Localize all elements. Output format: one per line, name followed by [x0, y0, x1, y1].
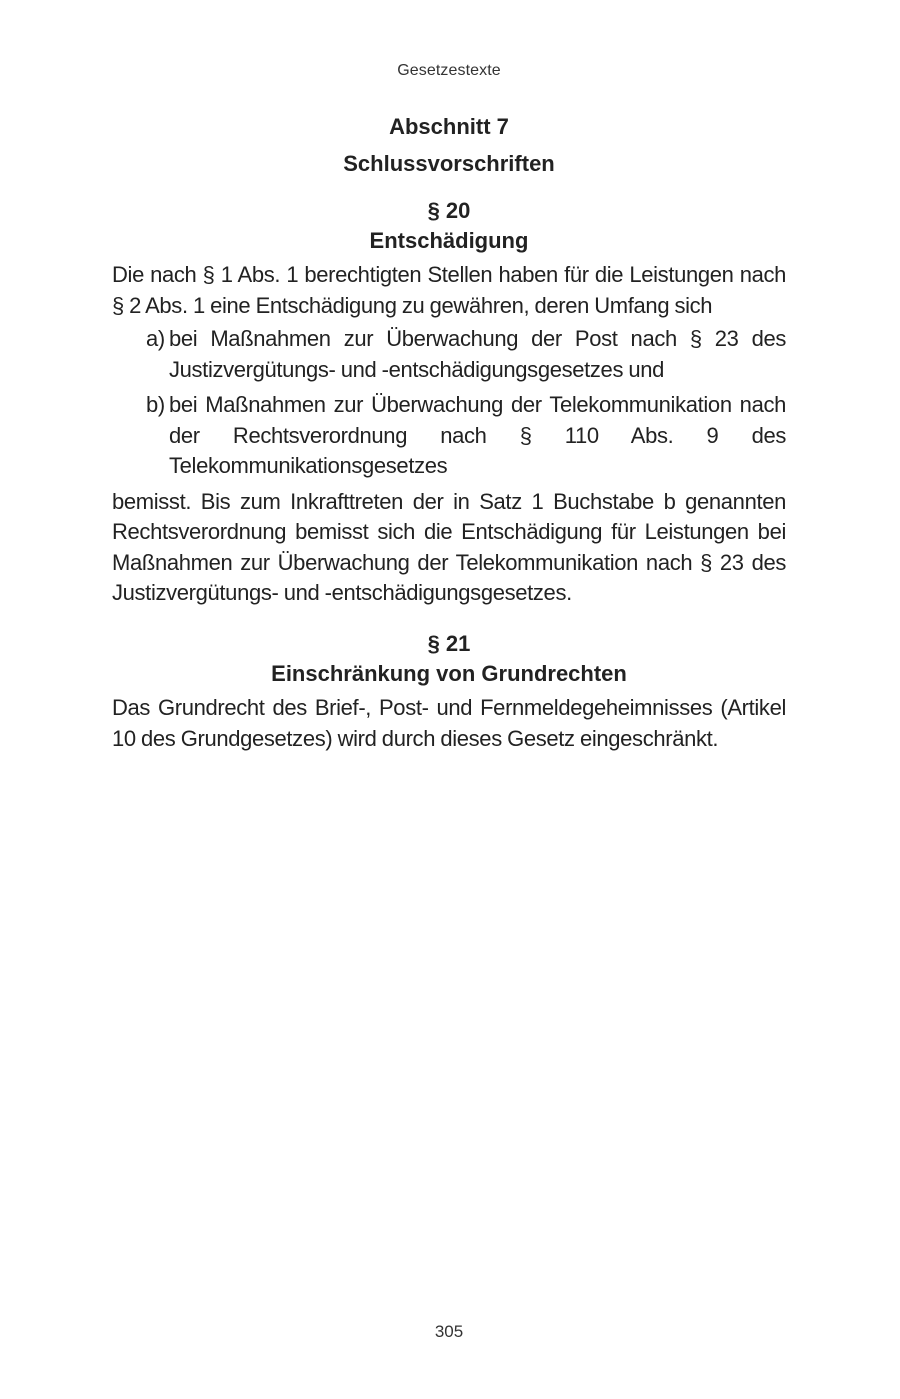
section-21-body: Das Grundrecht des Brief-, Post- und Fernmeldegeheimnisses (Artikel 10 des Grundgesetzes) wird durch dieses Gesetz eingeschränkt.: [112, 695, 786, 751]
list-marker-b: b): [146, 392, 165, 417]
list-item-a: [112, 324, 786, 385]
chapter-heading: [112, 114, 786, 177]
list-marker-a: a): [146, 326, 165, 351]
section-21: [112, 629, 786, 754]
section-20: [112, 196, 786, 609]
chapter-title: Schlussvorschriften: [343, 151, 555, 176]
section-20-title: Entschädigung: [369, 228, 529, 253]
document-page: [112, 0, 786, 1399]
section-20-list: [112, 324, 786, 482]
section-20-intro: Die nach § 1 Abs. 1 berechtigten Stellen haben für die Leistungen nach § 2 Abs. 1 eine Entschädigung zu gewähren, deren Umfang sich: [112, 262, 786, 318]
section-20-closing: bemisst. Bis zum Inkrafttreten der in Satz 1 Buchstabe b genannten Rechtsverordnung bemisst sich die Entschädigung für Leistungen bei Maßnahmen zur Überwachung der Telekommunikation nach § 23 des Justizvergütungs- und -entschädigungsgesetzes.: [112, 488, 786, 605]
section-21-number: § 21: [427, 631, 471, 656]
chapter-number: Abschnitt 7: [389, 114, 509, 139]
section-21-title: Einschränkung von Grundrechten: [271, 661, 627, 686]
list-item-b: [112, 390, 786, 482]
list-item-b-text: bei Maßnahmen zur Überwachung der Telekommunikation nach der Rechtsverordnung nach § 110 Abs. 9 des Telekommunikationsgesetzes: [169, 392, 786, 478]
running-header: Gesetzestexte: [397, 62, 501, 79]
list-item-a-text: bei Maßnahmen zur Überwachung der Post nach § 23 des Justizvergütungs- und -entschädigungsgesetzes und: [169, 326, 786, 382]
section-20-number: § 20: [427, 198, 471, 223]
page-number: 305: [434, 1322, 464, 1341]
